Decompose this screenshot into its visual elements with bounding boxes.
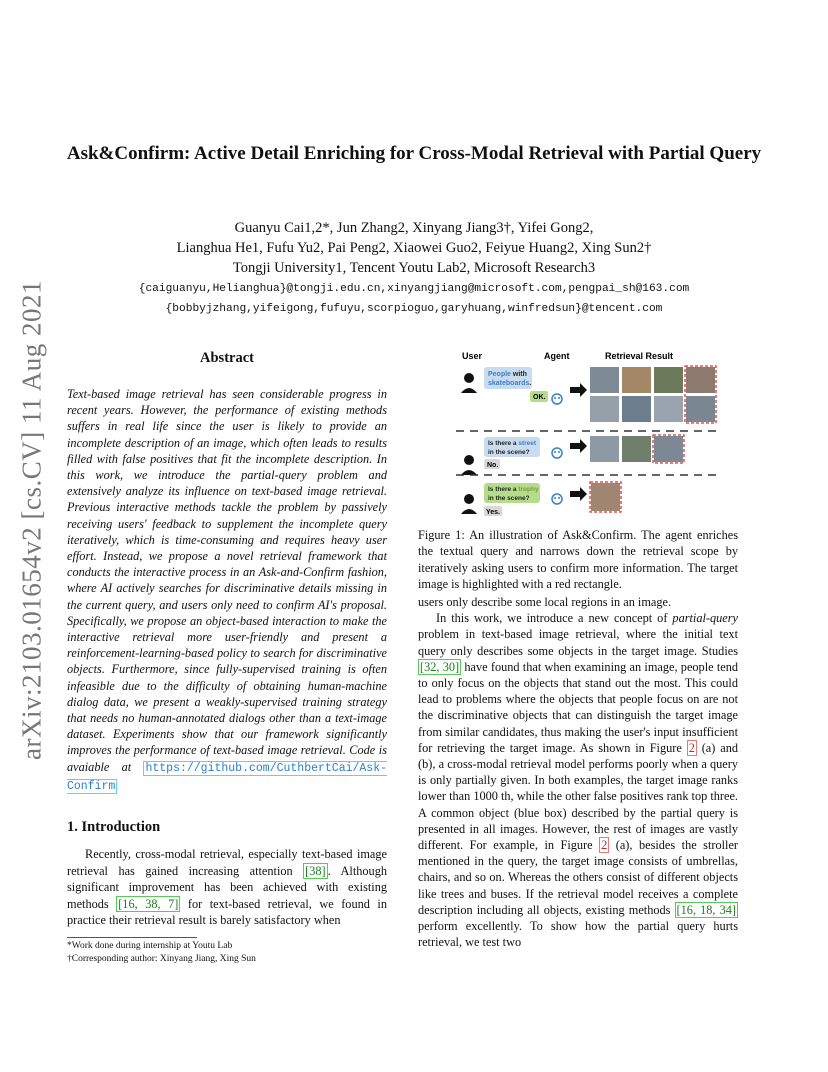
question-text: Is there a trophy: [488, 486, 539, 493]
user-icon: [461, 455, 477, 475]
authors-line-1: Guanyu Cai1,2*, Jun Zhang2, Xinyang Jiang3†, Yifei Gong2,: [234, 220, 594, 236]
question-text-2: in the scene?: [488, 449, 530, 456]
question-text-2: in the scene?: [488, 495, 530, 502]
figure-caption: Figure 1: An illustration of Ask&Confirm. The agent enriches the textual query and narrows down the retrieval scope by iteratively asking users to confirm more information. The target image is highlighted with a red rectangle.: [418, 528, 738, 591]
paragraph: In this work, we introduce a new concept of partial-query problem in text-based image retrieval, where the initial text query only describes some objects in the target image. Studies [32, 30] have found that when examining an image, people tend to only focus on the objects that stand out the most. This could lead to problems where the objects that people focus on are not the discriminative objects that can distinguish the target image from similar candidates, thus making the user's input insufficient for retrieving the target image. As shown in Figure 2 (a) and (b), a cross-modal retrieval model performs poorly when a query is only partially given. In both examples, the target image ranks lower than 1000 th, while the other false positives rank top three. A common object (blue box) described by the partial query is presented in all images. However, the rest of images are vastly different. For example, in Figure 2 (a), besides the stroller mentioned in the query, the target image consists of umbrellas, chairs, and so on. Whereas the others consist of different objects like trees and buses. If the retrieval model receives a complete description including all objects, existing methods [16, 18, 34] perform excellently. To show how the partial query hurts retrieval, we test two: [418, 611, 738, 950]
author-block: [100, 218, 728, 278]
intro-paragraph: [67, 846, 387, 929]
email-line-2: {bobbyjzhang,yifeigong,fufuyu,scorpioguo,garyhuang,winfredsun}@tencent.com: [165, 303, 663, 315]
fig-col-agent: Agent: [544, 351, 570, 361]
abstract-heading: Abstract: [200, 350, 254, 366]
figure-ref-link[interactable]: 2: [688, 740, 695, 755]
arrow-icon: [570, 487, 587, 501]
citation-link[interactable]: [16, 38, 7]: [118, 896, 179, 911]
code-link[interactable]: https://github.com/CuthbertCai/Ask-Confirm: [67, 761, 388, 793]
intro-text-b: . Although significant improvement has been achieved with existing methods: [67, 863, 387, 911]
email-line-1: {caiguanyu,Helianghua}@tongji.edu.cn,xinyangjiang@microsoft.com,pengpai_sh@163.com: [138, 283, 690, 295]
intro-heading: 1. Introduction: [67, 819, 161, 835]
fig-col-user: User: [462, 351, 483, 361]
user-icon: [461, 373, 477, 393]
email-block: [60, 279, 768, 319]
intro-text-c: for text-based retrieval, we found in practice their retrieval result is barely satisfactory when: [67, 896, 387, 928]
footnote-2: †Corresponding author: Xinyang Jiang, Xing Sun: [67, 953, 256, 964]
no-text: No.: [487, 462, 499, 469]
arxiv-id: arXiv:2103.01654v2 [cs.CV] 11 Aug 2021: [16, 280, 47, 760]
abstract-body: [67, 386, 387, 795]
paper-title: Ask&Confirm: Active Detail Enriching for Cross-Modal Retrieval with Partial Query: [66, 143, 762, 164]
figure-ref-link[interactable]: 2: [601, 838, 608, 853]
footnotes: [67, 940, 387, 965]
figure-1: [418, 347, 738, 519]
intro-text-a: Recently, cross-modal retrieval, especially text-based image retrieval has gained increasing attention: [67, 847, 387, 878]
robot-icon: [552, 394, 562, 404]
right-column-text: [418, 594, 738, 950]
footnote-1: *Work done during internship at Youtu Lab: [67, 941, 233, 951]
arrow-icon: [570, 439, 587, 453]
user-icon: [461, 494, 477, 514]
footnote-rule: [67, 937, 197, 938]
paragraph: users only describe some local regions in an image.: [418, 595, 672, 609]
query-bubble-text-2: skateboards.: [488, 380, 532, 387]
question-text: Is there a street: [488, 440, 537, 447]
arrow-icon: [570, 383, 587, 397]
authors-line-2: Lianghua He1, Fufu Yu2, Pai Peng2, Xiaowei Guo2, Feiyue Huang2, Xing Sun2†: [176, 240, 652, 256]
abstract-text: Text-based image retrieval has seen considerable progress in recent years. However, the performance of existing methods suffers in real life since the user is likely to provide an incomplete description of an image, which often leads to results filled with false positives that fit the incomplete description. In this work, we introduce the partial-query problem and extensively analyze its influence on text-based image retrieval. Previous interactive methods tackle the problem by passively receiving users' feedback to supplement the incomplete query iteratively, which is time-consuming and requires heavy user effort. Instead, we propose a novel retrieval framework that conducts the interactive process in an Ask-and-Confirm fashion, where AI actively searches for discriminative details missing in the current query, and users only need to confirm AI's proposal. Specifically, we propose an object-based interaction to make the interactive retrieval more user-friendly and present a reinforcement-learning-based policy to search for discriminative objects. Furthermore, since fully-supervised training is often infeasible due to the difficulty of obtaining human-machine dialog data, we present a weakly-supervised training strategy that needs no human-annotated dialogs other than a text-image dataset. Experiments show that our framework significantly improves the performance of text-based image retrieval. Code is avaiable at: [67, 387, 387, 774]
robot-icon: [552, 448, 562, 458]
query-bubble-text: People with: [488, 371, 527, 378]
citation-link[interactable]: [16, 18, 34]: [676, 902, 736, 917]
citation-link[interactable]: [38]: [305, 863, 326, 878]
ok-text: OK.: [533, 394, 546, 401]
citation-link[interactable]: [32, 30]: [420, 659, 460, 674]
yes-text: Yes.: [486, 509, 501, 516]
affiliations: Tongji University1, Tencent Youtu Lab2, Microsoft Research3: [232, 260, 596, 276]
fig-col-result: Retrieval Result: [605, 351, 674, 361]
retrieval-images-row3: [590, 482, 621, 512]
robot-icon: [552, 494, 562, 504]
retrieval-images-row1: [590, 366, 716, 423]
arxiv-watermark: [4, 280, 60, 760]
retrieval-images-row2: [590, 435, 684, 463]
